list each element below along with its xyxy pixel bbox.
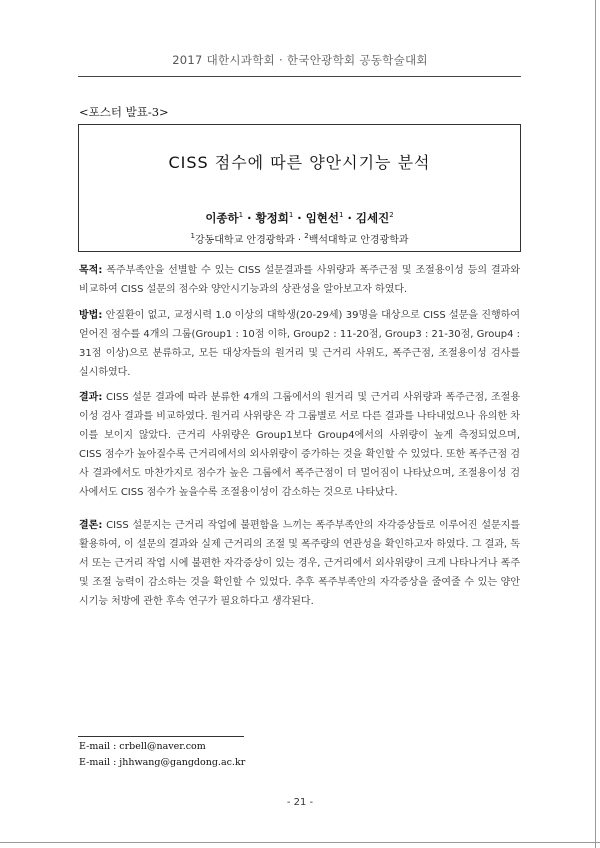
author-list [78, 210, 521, 226]
author-name: 황정희 [255, 211, 289, 225]
section-text: CISS 설문 결과에 따라 분류한 4개의 그룹에서의 원거리 및 근거리 사위량과 폭주근점, 조절용이성 검사 결과를 비교하였다. 원거리 사위량은 각 그룹별로 서로 다른 결과를 나타내었으나 유의한 차이를 보이지 않았다. 근거리 사위량은 Group1보다 Group4에서의 사위량이 높게 측정되었으며, CISS 점수가 높아질수록 근거리에서의 외사위량이 증가하는 것을 확인할 수 있었다. 또한 폭주근점 검사 결과에서도 마찬가지로 점수가 높은 그룹에서 폭주근점이 더 멀어짐이 나타났으며, 조절용이성 검사에서도 CISS 점수가 높을수록 조절용이성이 감소하는 것으로 나타났다. [79, 392, 520, 498]
affiliation: 백석대학교 안경광학과 [308, 235, 409, 246]
affil-mark: 2 [304, 232, 309, 240]
affil-mark: 1 [190, 232, 195, 240]
section-purpose [79, 261, 520, 299]
page-edge-bottom [0, 842, 600, 843]
author-name: 김세진 [355, 211, 390, 225]
section-conclusion [79, 516, 520, 611]
author-name: 이종하 [205, 211, 239, 225]
page-number: - 21 - [286, 797, 314, 808]
footnote-divider [78, 736, 244, 737]
author-affil-mark: 1 [288, 211, 294, 219]
author-affil-mark: 2 [389, 211, 394, 219]
section-label: 결론: [79, 520, 103, 531]
section-label: 목적: [79, 265, 103, 276]
email-line: E-mail : jhhwang@gangdong.ac.kr [79, 757, 246, 768]
affiliation: 강동대학교 안경광학과 [194, 235, 295, 246]
affil-separator: · [294, 235, 305, 246]
poster-label: <포스터 발표-3> [79, 105, 169, 119]
author-affil-mark: 1 [339, 211, 344, 219]
email-line: E-mail : crbell@naver.com [79, 741, 206, 752]
section-text: 폭주부족안을 선별할 수 있는 CISS 설문결과를 사위량과 폭주근점 및 조절용이성 등의 결과와 비교하여 CISS 설문의 점수와 양안시기능과의 상관성을 알아보고자 하였다. [79, 265, 520, 295]
section-method [79, 306, 520, 382]
section-result [79, 388, 520, 502]
section-label: 결과: [79, 392, 103, 403]
author-separator: · [343, 211, 356, 225]
author-separator: · [293, 211, 306, 225]
section-label: 방법: [79, 310, 103, 321]
header-divider [78, 76, 521, 77]
author-name: 임현선 [305, 211, 340, 225]
author-affil-mark: 1 [238, 211, 244, 219]
paper-title: CISS 점수에 따른 양안시기능 분석 [168, 153, 431, 172]
section-text: CISS 설문지는 근거리 작업에 불편함을 느끼는 폭주부족안의 자각증상들로 이루어진 설문지를 활용하여, 이 설문의 결과와 실제 근거리의 조절 및 폭주량의 연관성을 확인하고자 하였다. 그 결과, 독서 또는 근거리 작업 시에 불편한 자각증상이 있는 경우, 근거리에서 외사위량이 크게 나타나거나 폭주 및 조절 능력이 감소하는 것을 확인할 수 있었다. 추후 폭주부족안의 자각증상을 줄여줄 수 있는 양안시기능 처방에 관한 후속 연구가 필요하다고 생각된다. [79, 520, 520, 607]
section-text: 안질환이 없고, 교정시력 1.0 이상의 대학생(20-29세) 39명을 대상으로 CISS 설문을 진행하여 얻어진 점수를 4개의 그룹(Group1 : 10점 이하, Group2 : 11-20점, Group3 : 21-30점, Group4 : 31점 이상)으로 분류하고, 모든 대상자들의 원거리 및 근거리 사위도, 폭주근점, 조절용이성 검사를 실시하였다. [79, 310, 520, 378]
affiliation-line [78, 231, 521, 246]
conference-header: 2017 대한시과학회 · 한국안광학회 공동학술대회 [172, 53, 428, 67]
page-edge-right [595, 0, 596, 848]
author-separator: · [243, 211, 256, 225]
